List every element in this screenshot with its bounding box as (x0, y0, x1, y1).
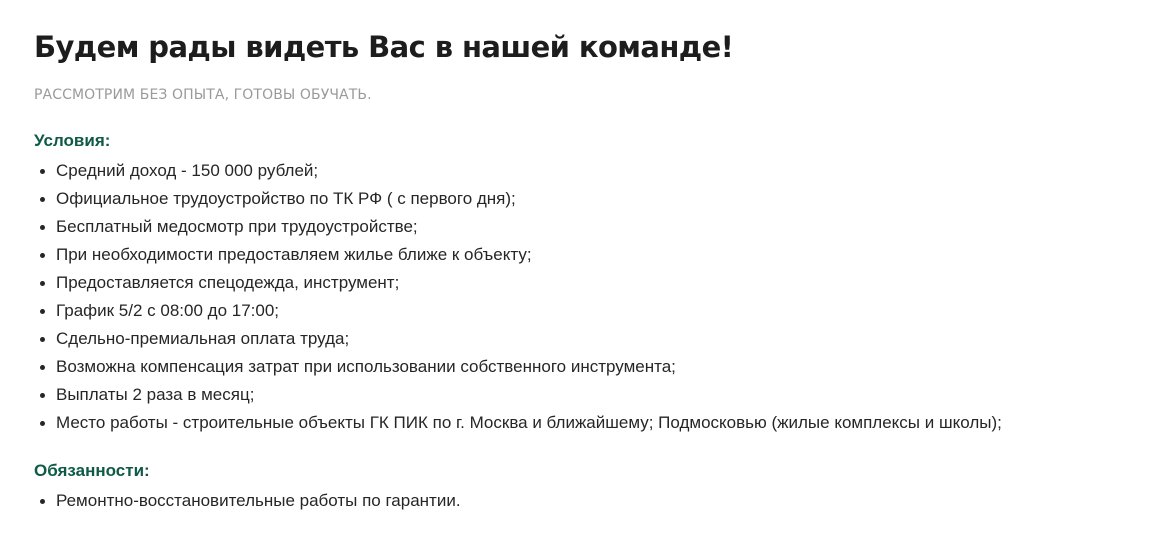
bullet-icon (40, 197, 45, 202)
duties-item (34, 487, 461, 515)
conditions-item-text: График 5/2 с 08:00 до 17:00; (56, 301, 280, 320)
conditions-item-text: Официальное трудоустройство по ТК РФ ( с первого дня); (56, 189, 516, 208)
duties-item-text: Ремонтно-восстановительные работы по гарантии. (56, 491, 461, 510)
conditions-item-text: При необходимости предоставляем жилье ближе к объекту; (56, 245, 532, 264)
page-title: Будем рады видеть Вас в нашей команде! (34, 30, 734, 64)
conditions-item (34, 241, 1002, 269)
duties-list (34, 487, 461, 515)
bullet-icon (40, 393, 45, 398)
conditions-item (34, 157, 1002, 185)
conditions-item (34, 185, 1002, 213)
bullet-icon (40, 281, 45, 286)
bullet-icon (40, 365, 45, 370)
conditions-title: Условия: (34, 131, 111, 150)
conditions-item-text: Возможна компенсация затрат при использовании собственного инструмента; (56, 357, 676, 376)
conditions-item (34, 409, 1002, 437)
bullet-icon (40, 253, 45, 258)
conditions-item-text: Средний доход - 150 000 рублей; (56, 161, 319, 180)
bullet-icon (40, 499, 45, 504)
bullet-icon (40, 421, 45, 426)
conditions-item-text: Выплаты 2 раза в месяц; (56, 385, 255, 404)
conditions-item (34, 353, 1002, 381)
bullet-icon (40, 169, 45, 174)
conditions-item-text: Место работы - строительные объекты ГК ПИК по г. Москва и ближайшему; Подмосковью (жилые комплексы и школы); (56, 413, 1002, 432)
conditions-item-text: Бесплатный медосмотр при трудоустройстве; (56, 217, 418, 236)
conditions-item-text: Сдельно-премиальная оплата труда; (56, 329, 350, 348)
conditions-item (34, 269, 1002, 297)
conditions-item-text: Предоставляется спецодежда, инструмент; (56, 273, 400, 292)
conditions-list (34, 157, 1002, 437)
conditions-item (34, 297, 1002, 325)
bullet-icon (40, 225, 45, 230)
page-subtitle: РАССМОТРИМ БЕЗ ОПЫТА, ГОТОВЫ ОБУЧАТЬ. (34, 87, 372, 103)
conditions-item (34, 213, 1002, 241)
conditions-item (34, 325, 1002, 353)
duties-title: Обязанности: (34, 461, 150, 480)
bullet-icon (40, 309, 45, 314)
bullet-icon (40, 337, 45, 342)
conditions-item (34, 381, 1002, 409)
